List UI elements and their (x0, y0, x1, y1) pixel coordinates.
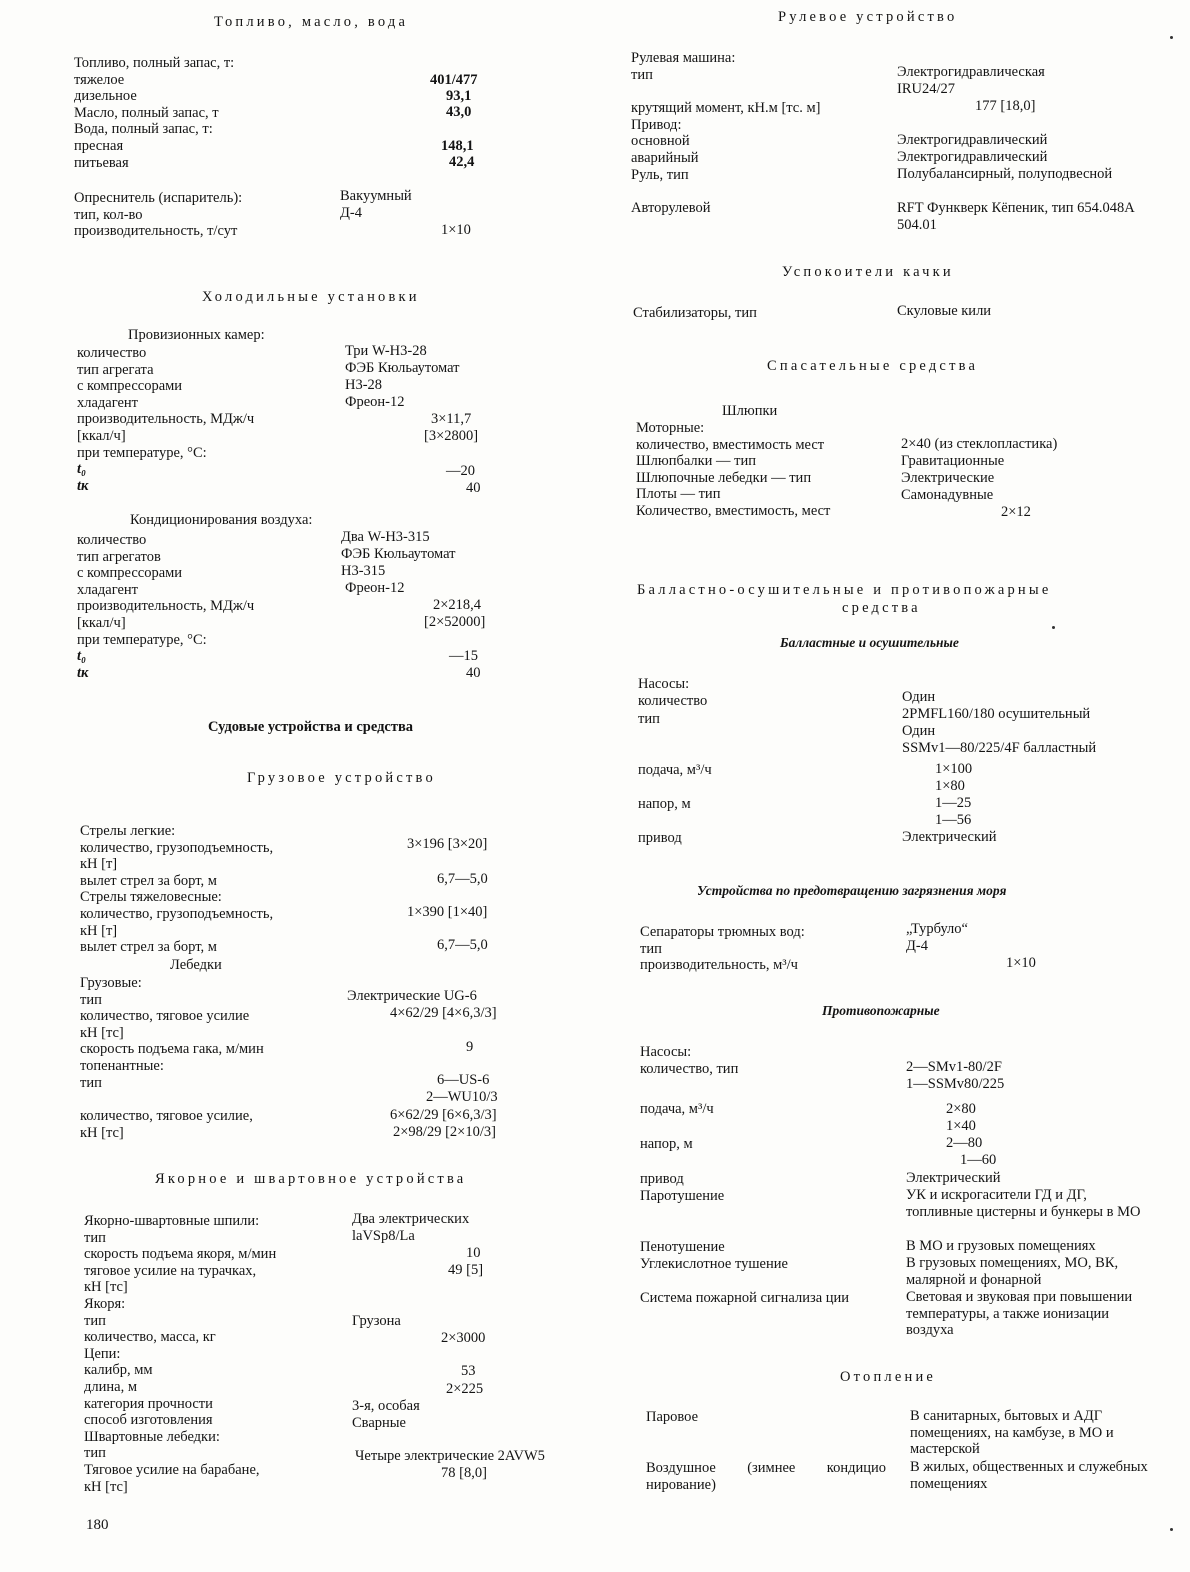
anchor-value: Четыре электрические 2AVW5 (355, 1448, 545, 1464)
anchor-value: Сварные (352, 1415, 406, 1431)
desal-label: тип, кол-во (74, 206, 143, 223)
heating-label: Паровое (646, 1409, 699, 1425)
fire-label: Углекислотное тушение (640, 1256, 788, 1272)
ballast-value: 2PMFL160/180 осушительный (902, 706, 1091, 722)
winch-value: Электрические UG-6 (347, 988, 477, 1004)
fire-label: привод (640, 1171, 684, 1187)
ballast-value: SSMv1—80/225/4F балластный (902, 740, 1097, 756)
fuel-label: дизельное (74, 88, 137, 105)
cond-label: хладагент (77, 581, 139, 598)
anchor-label: калибр, мм (84, 1362, 153, 1379)
desal-label: Опреснитель (испаритель): (74, 190, 243, 206)
prov-label: t₀ (77, 461, 87, 478)
anchor-value: 49 [5] (448, 1262, 484, 1278)
anchor-value: 78 [8,0] (441, 1465, 487, 1481)
heating-value: В жилых, общественных и служебных помещениях (910, 1459, 1148, 1492)
fuel-label: тяжелое (74, 71, 125, 88)
steering-value: Электрогидравлический (897, 149, 1048, 165)
fire-label: Система пожарной сигнализа ции (640, 1290, 850, 1306)
scan-speck (1052, 626, 1055, 629)
stab-heading: Успокоители качки (782, 264, 954, 280)
prov-title: Провизионных камер: (128, 327, 265, 343)
anchor-heading: Якорное и швартовное устройства (155, 1171, 467, 1187)
anchor-label: Швартовные лебедки: (84, 1428, 220, 1445)
desal-value: Вакуумный (340, 188, 412, 204)
cargo-heading: Грузовое устройство (247, 770, 436, 786)
cargo-label: количество, грузоподъемность, (80, 839, 274, 856)
anchor-label: тип (84, 1229, 106, 1246)
winch-value: 9 (466, 1039, 474, 1055)
pollution-value: Д-4 (906, 938, 928, 954)
fuel-heading: Топливо, масло, вода (214, 14, 409, 30)
ballast-label: привод (638, 830, 682, 846)
steering-labels (631, 50, 820, 217)
pollution-sub: Устройства по предотвращению загрязнения моря (697, 883, 1007, 898)
desal-value: 1×10 (441, 222, 471, 238)
anchor-label: количество, масса, кг (84, 1329, 216, 1346)
cond-label: [ккал/ч] (77, 614, 126, 631)
fuel-value: 401/477 (430, 72, 478, 88)
fuel-label: Вода, полный запас, т: (74, 121, 213, 138)
fire-label: напор, м (640, 1136, 693, 1152)
winch-label: кН [тс] (80, 1024, 124, 1041)
winch-label: количество, тяговое усилие (80, 1008, 250, 1025)
cond-label: при температуре, °С: (77, 631, 207, 648)
cargo-label: кН [т] (80, 856, 118, 873)
winch-label: тип (80, 991, 102, 1008)
fuel-label: пресная (74, 137, 124, 154)
winch-label: Грузовые: (80, 975, 142, 991)
cond-title: Кондиционирования воздуха: (130, 512, 313, 528)
winch-value: 4×62/29 [4×6,3/3] (390, 1005, 497, 1021)
cond-value: ФЭБ Кюльаутомат (341, 546, 456, 562)
refrig-heading: Холодильные установки (202, 289, 420, 305)
ballast-sub: Балластные и осушительные (780, 635, 959, 650)
fire-label: количество, тип (640, 1061, 739, 1077)
prov-value: Н3-28 (345, 377, 383, 393)
fire-label: Пенотушение (640, 1239, 725, 1255)
anchor-label: скорость подъема якоря, м/мин (84, 1246, 277, 1263)
prov-value: ФЭБ Кюльаутомат (345, 360, 460, 376)
fire-value: 1×40 (946, 1118, 976, 1134)
prov-value: [3×2800] (424, 428, 479, 444)
cargo-value: 3×196 [3×20] (407, 836, 488, 852)
fire-value: 2—SMv1-80/2F (906, 1059, 1002, 1075)
ballast-value: 1×100 (935, 761, 973, 777)
winch-label: тип (80, 1074, 102, 1091)
cargo-value: 1×390 [1×40] (407, 904, 488, 920)
cond-label: с компрессорами (77, 565, 183, 582)
prov-label: хладагент (77, 394, 139, 411)
steering-label: Авторулевой (631, 200, 711, 217)
fire-value: В грузовых помещениях, МО, ВК, малярной и фонарной (906, 1255, 1119, 1288)
cargo-value: 6,7—5,0 (437, 937, 488, 953)
cond-label: t₀ (77, 648, 87, 665)
fuel-label: Масло, полный запас, т (74, 104, 219, 121)
rescue-label: Количество, вместимость, мест (636, 502, 831, 519)
ballast-value: 1—25 (935, 795, 972, 811)
anchor-label: категория прочности (84, 1395, 213, 1412)
ballast-value: Электрический (902, 829, 997, 845)
rescue-label: Плоты — тип (636, 486, 721, 503)
fuel-value: 43,0 (446, 104, 472, 120)
fire-value: 1—60 (960, 1152, 997, 1168)
fuel-label: питьевая (74, 154, 129, 171)
cargo-label: кН [т] (80, 922, 118, 939)
cargo-label: вылет стрел за борт, м (80, 872, 217, 889)
pollution-value: „Турбуло“ (906, 921, 968, 937)
anchor-label: Якоря: (84, 1295, 126, 1312)
cargo-label: вылет стрел за борт, м (80, 939, 217, 956)
prov-label: при температуре, °С: (77, 444, 207, 461)
rescue-value: 2×12 (1001, 504, 1031, 520)
cargo-label: количество, грузоподъемность, (80, 905, 274, 922)
fire-value: 2×80 (946, 1101, 976, 1117)
cargo-value: 6,7—5,0 (437, 871, 488, 887)
steering-label: Руль, тип (631, 166, 689, 183)
ship-devices-heading: Судовые устройства и средства (208, 719, 414, 735)
ballast-value: 1—56 (935, 812, 972, 828)
cond-label: тип агрегатов (77, 548, 161, 565)
fire-value: Электрический (906, 1170, 1001, 1186)
anchor-value: Грузона (352, 1313, 401, 1329)
anchor-labels (84, 1213, 276, 1495)
cond-label: tк (77, 664, 89, 681)
stab-value: Скуловые кили (897, 303, 992, 319)
cond-value: Фреон-12 (345, 580, 405, 596)
winches-title: Лебедки (170, 957, 222, 973)
prov-label: с компрессорами (77, 378, 183, 395)
cond-value: —15 (449, 648, 478, 664)
anchor-label: Цепи: (84, 1345, 121, 1362)
steering-value: Электрогидравлическая (897, 64, 1045, 80)
anchor-value: 2×3000 (441, 1330, 486, 1346)
anchor-value: 10 (466, 1245, 481, 1261)
rescue-value: Гравитационные (901, 453, 1005, 469)
fuel-label: Топливо, полный запас, т: (74, 55, 235, 71)
cond-value: 2×218,4 (433, 597, 482, 613)
fire-value: УК и искрогасители ГД и ДГ, топливные цистерны и бункеры в МО (906, 1187, 1141, 1220)
steering-label: аварийный (631, 149, 699, 166)
heating-label: Воздушное (зимнее кондицио нирование) (646, 1460, 886, 1493)
prov-value: Три W-H3-28 (345, 343, 427, 359)
page-number: 180 (86, 1517, 109, 1533)
prov-label: tк (77, 477, 89, 494)
fire-value: 1—SSMv80/225 (906, 1076, 1005, 1092)
cond-value: 40 (466, 665, 481, 681)
cond-label: производительность, МДж/ч (77, 598, 255, 615)
anchor-label: кН [тс] (84, 1279, 128, 1296)
heating-value: В санитарных, бытовых и АДГ помещениях, на камбузе, в МО и мастерской (910, 1408, 1114, 1458)
steering-value: IRU24/27 (897, 81, 955, 97)
anchor-label: тип (84, 1312, 106, 1329)
fire-value: В МО и грузовых помещениях (906, 1238, 1096, 1254)
rescue-label: количество, вместимость мест (636, 436, 825, 453)
scan-speck (1170, 1528, 1173, 1531)
ballast-label: количество (638, 693, 708, 709)
rescue-value: Электрические (901, 470, 995, 486)
anchor-value: 3-я, особая (352, 1398, 420, 1414)
anchor-label: способ изготовления (84, 1412, 213, 1429)
fire-label: Паротушение (640, 1188, 725, 1204)
winch-label: скорость подъема гака, м/мин (80, 1041, 264, 1058)
prov-labels (77, 345, 254, 494)
steering-label: основной (631, 133, 690, 150)
scan-speck (1170, 36, 1173, 39)
fuel-value: 42,4 (449, 154, 475, 170)
winch-value: 2×98/29 [2×10/3] (393, 1124, 496, 1140)
pollution-value: 1×10 (1006, 955, 1036, 971)
rescue-value: 2×40 (из стеклопластика) (901, 436, 1058, 452)
anchor-value: laVSp8/La (352, 1228, 415, 1244)
cond-value: Два W-H3-315 (341, 529, 430, 545)
boats-title: Шлюпки (722, 403, 778, 419)
anchor-label: кН [тс] (84, 1478, 128, 1495)
steering-label: тип (631, 66, 653, 83)
ballast-label: тип (638, 711, 660, 727)
anchor-label: длина, м (84, 1378, 137, 1395)
rescue-value: Самонадувные (901, 487, 994, 503)
steering-value: Полубалансирный, полуподвесной (897, 166, 1113, 182)
steering-value: Электрогидравлический (897, 132, 1048, 148)
winch-labels (80, 975, 264, 1141)
prov-value: —20 (446, 463, 475, 479)
cond-labels (77, 532, 254, 681)
prov-label: производительность, МДж/ч (77, 411, 255, 428)
cond-value: [2×52000] (424, 614, 486, 630)
prov-label: [ккал/ч] (77, 427, 126, 444)
cond-value: Н3-315 (341, 563, 386, 579)
stab-label: Стабилизаторы, тип (633, 305, 757, 321)
rescue-labels (636, 420, 830, 520)
fire-value: Световая и звуковая при повышении температуры, а также ионизации воздуха (906, 1289, 1133, 1339)
winch-value: 6—US-6 (437, 1072, 490, 1088)
anchor-value: Два электрических (352, 1211, 470, 1227)
anchor-value: 53 (461, 1363, 476, 1379)
steering-value: RFT Функверк Кёпеник, тип 654.048А 504.01 (897, 200, 1135, 233)
rescue-label: Шлюпбалки — тип (636, 453, 757, 470)
winch-value: 6×62/29 [6×6,3/3] (390, 1107, 497, 1123)
prov-value: 3×11,7 (431, 411, 472, 427)
prov-value: 40 (466, 480, 481, 496)
fuel-value: 93,1 (446, 88, 472, 104)
rescue-label: Моторные: (636, 420, 705, 436)
pollution-label: Сепараторы трюмных вод: (640, 924, 805, 940)
cond-label: количество (77, 532, 147, 548)
steering-heading: Рулевое устройство (778, 9, 958, 25)
steering-label: Рулевая машина: (631, 50, 736, 66)
ballast-label: подача, м³/ч (638, 762, 712, 778)
prov-label: количество (77, 345, 147, 361)
pollution-labels (640, 924, 805, 974)
steering-label: Привод: (631, 116, 682, 133)
ballast-value: Один (902, 689, 936, 705)
prov-value: Фреон-12 (345, 394, 405, 410)
rescue-label: Шлюпочные лебедки — тип (636, 469, 812, 486)
desal-labels (74, 190, 242, 240)
steering-value: 177 [18,0] (975, 98, 1036, 114)
anchor-value: 2×225 (446, 1381, 484, 1397)
heating-heading: Отопление (840, 1369, 937, 1385)
pollution-label: тип (640, 940, 662, 957)
desal-label: производительность, т/сут (74, 223, 238, 240)
anchor-label: тяговое усилие на турачках, (84, 1262, 257, 1279)
cargo-label: Стрелы тяжеловесные: (80, 889, 222, 906)
fuel-value: 148,1 (441, 138, 474, 154)
steering-label: крутящий момент, кН.м [тс. м] (631, 100, 821, 117)
pollution-label: производительность, м³/ч (640, 957, 798, 974)
anchor-label: тип (84, 1445, 106, 1462)
winch-label: количество, тяговое усилие, (80, 1108, 253, 1125)
winch-value: 2—WU10/3 (426, 1089, 498, 1105)
prov-label: тип агрегата (77, 361, 154, 378)
winch-label: топенантные: (80, 1057, 164, 1074)
ballast-value: Один (902, 723, 936, 739)
ballast-value: 1×80 (935, 778, 965, 794)
desal-value: Д-4 (340, 205, 362, 221)
fire-sub: Противопожарные (822, 1003, 940, 1018)
rescue-heading: Спасательные средства (767, 358, 979, 374)
anchor-label: Тяговое усилие на барабане, (84, 1461, 260, 1478)
ballast-label: Насосы: (638, 676, 690, 692)
ballast-label: напор, м (638, 796, 691, 812)
cargo-label: Стрелы легкие: (80, 823, 176, 839)
ballast-heading-2: средства (842, 600, 921, 616)
cargo-labels (80, 823, 273, 956)
anchor-label: Якорно-швартовные шпили: (84, 1213, 260, 1229)
fire-value: 2—80 (946, 1135, 983, 1151)
fuel-labels (74, 55, 234, 171)
winch-label: кН [тс] (80, 1124, 124, 1141)
ballast-heading: Балластно-осушительные и противопожарные (637, 582, 1052, 598)
fire-label: подача, м³/ч (640, 1101, 714, 1117)
fire-label: Насосы: (640, 1044, 692, 1060)
